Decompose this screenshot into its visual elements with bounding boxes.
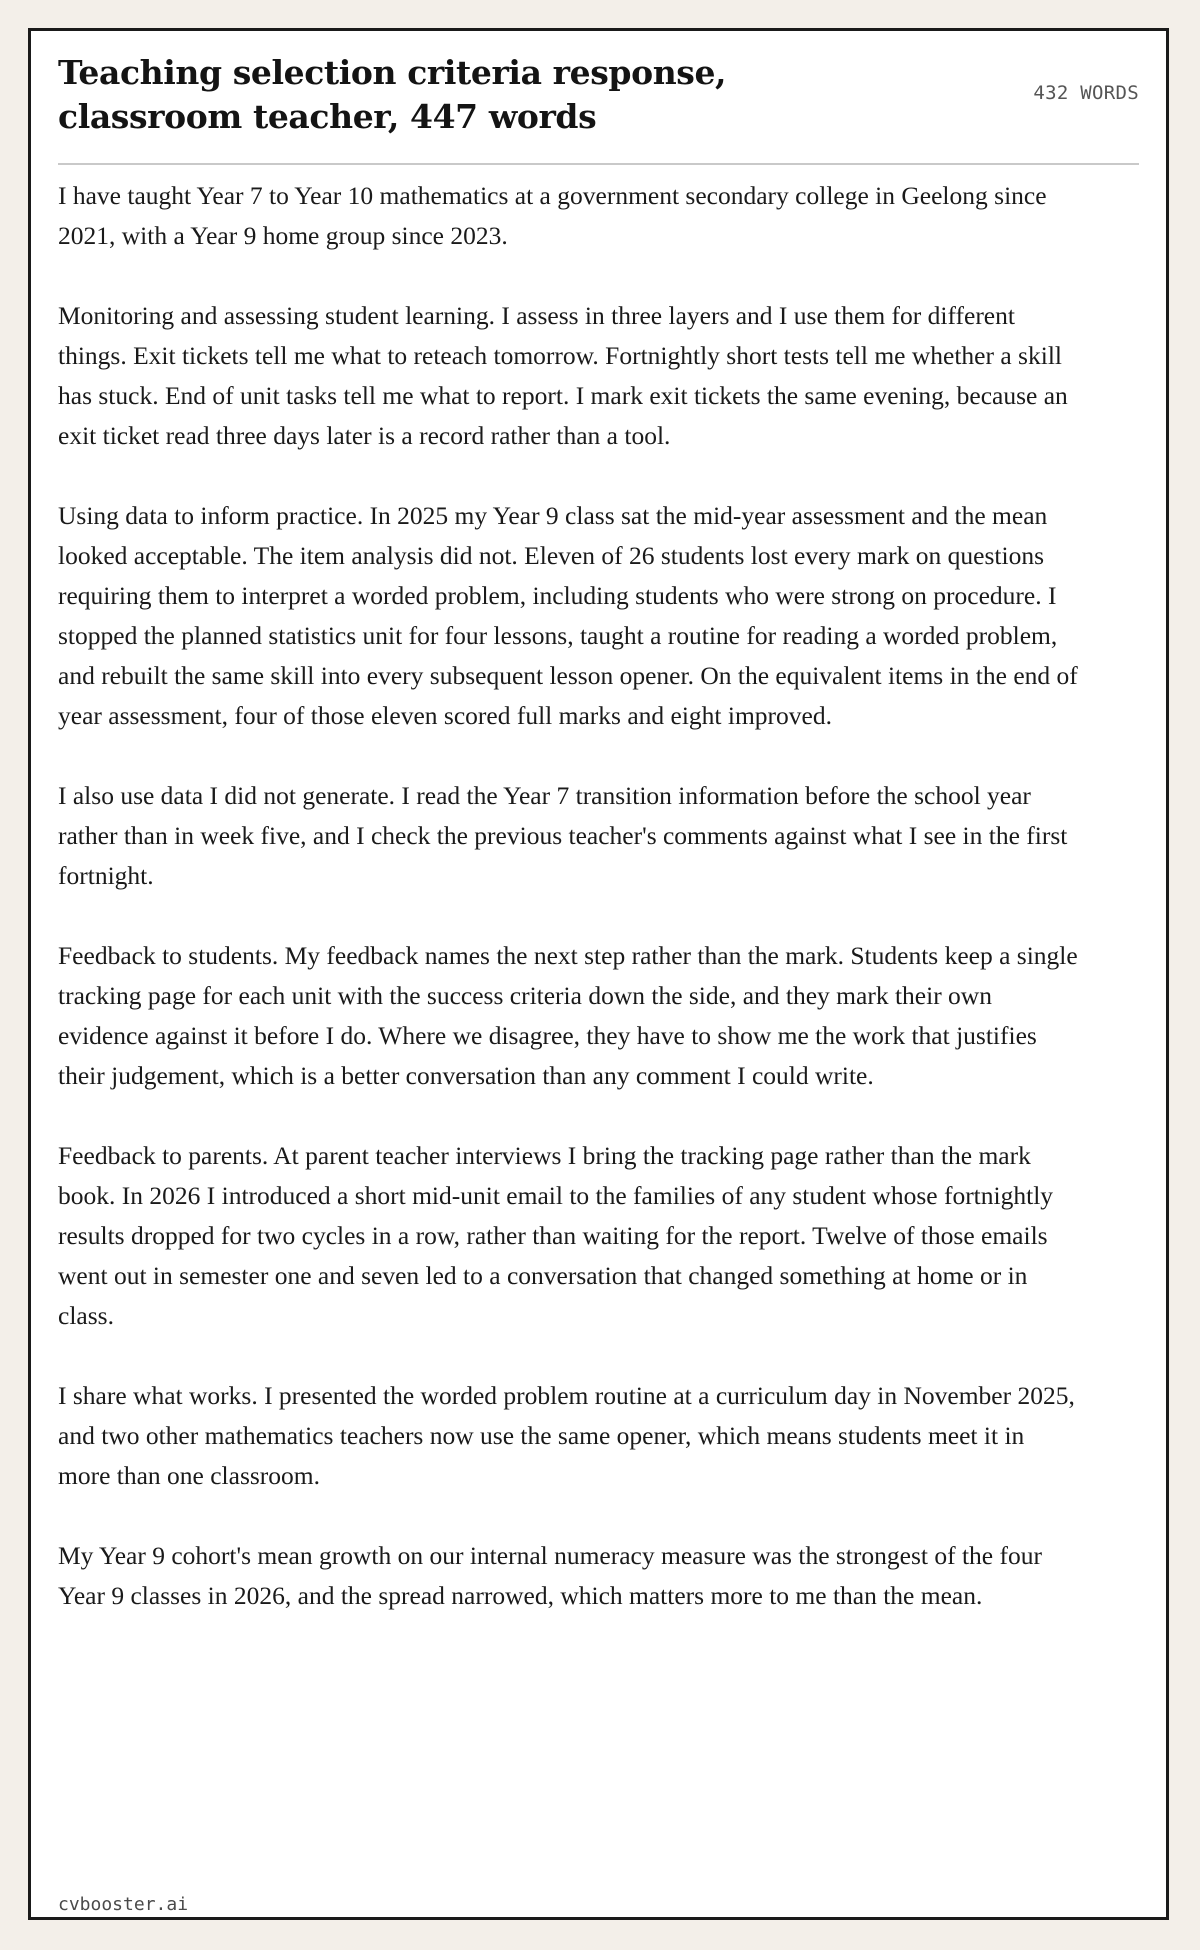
paragraph-outcome: My Year 9 cohort's mean growth on our internal numeracy measure was the strongest of the four Year 9 classes in 2026, and the spread narrowed, which matters more to me than the mean. — [58, 1541, 1042, 1610]
document-card — [28, 28, 1169, 1920]
paragraph-using-data: Using data to inform practice. In 2025 my Year 9 class sat the mid-year assessment and the mean looked acceptable. The item analysis did not. Eleven of 26 students lost every mark on questions requiring them to interpret a worded problem, including students who were strong on procedure. I stopped the planned statistics unit for four lessons, taught a routine for reading a worded problem, and rebuilt the same skill into every subsequent lesson opener. On the equivalent items in the end of year assessment, four of those eleven scored full marks and eight improved. — [58, 501, 1078, 730]
paragraph-share-what-works: I share what works. I presented the worded problem routine at a curriculum day in November 2025, and two other mathematics teachers now use the same opener, which means students meet it in more than one classroom. — [58, 1381, 1075, 1490]
word-count-label: 432 WORDS — [1033, 82, 1139, 104]
paragraph-feedback-parents: Feedback to parents. At parent teacher interviews I bring the tracking page rather than the mark book. In 2026 I introduced a short mid-unit email to the families of any student whose fortnightly results dropped for two cycles in a row, rather than waiting for the report. Twelve of those emails went out in semester one and seven led to a conversation that changed something at home or in class. — [58, 1141, 1054, 1330]
document-header — [58, 51, 1139, 165]
paragraph-monitoring-assessing: Monitoring and assessing student learning. I assess in three layers and I use them for different things. Exit tickets tell me what to reteach tomorrow. Fortnightly short tests tell me whether a skill has stuck. End of unit tasks tell me what to report. I mark exit tickets the same evening, because an exit ticket read three days later is a record rather than a tool. — [58, 301, 1068, 450]
footer-brand: cvbooster.ai — [58, 1894, 189, 1915]
document-body — [58, 176, 1078, 1656]
paragraph-feedback-students: Feedback to students. My feedback names the next step rather than the mark. Students keep a single tracking page for each unit with the success criteria down the side, and they mark their own evidence against it before I do. Where we disagree, they have to show me the work that justifies their judgement, which is a better conversation than any comment I could write. — [58, 941, 1078, 1090]
document-title: Teaching selection criteria response, classroom teacher, 447 words — [58, 53, 727, 136]
paragraph-external-data: I also use data I did not generate. I read the Year 7 transition information before the school year rather than in week five, and I check the previous teacher's comments against what I see in the first fortnight. — [58, 781, 1068, 890]
paragraph-intro: I have taught Year 7 to Year 10 mathematics at a government secondary college in Geelong since 2021, with a Year 9 home group since 2023. — [58, 181, 1047, 250]
